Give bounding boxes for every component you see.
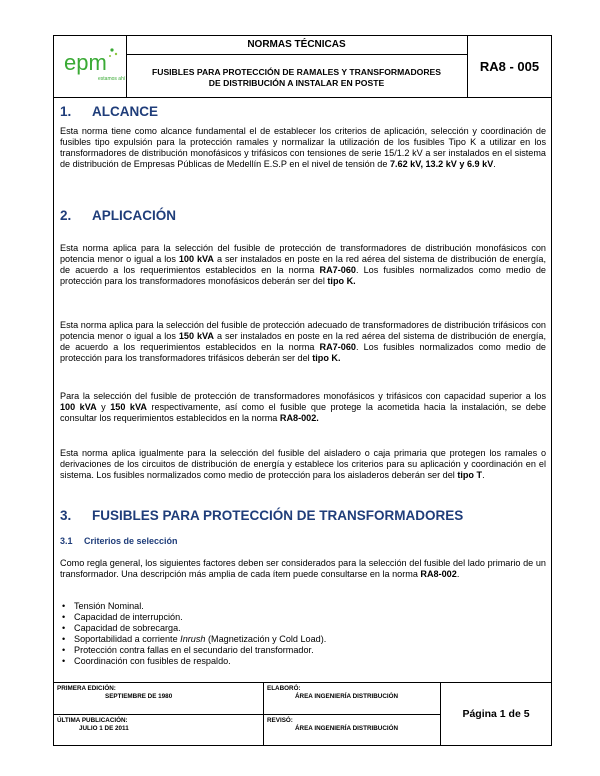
logo-text: epm xyxy=(64,50,107,75)
list-item: • Capacidad de sobrecarga. xyxy=(60,623,326,634)
list-item: • Coordinación con fusibles de respaldo. xyxy=(60,656,326,667)
made-by-value: ÁREA INGENIERÍA DISTRIBUCIÓN xyxy=(295,693,399,700)
section-number: 1. xyxy=(60,104,72,119)
subsection-criterios-heading xyxy=(60,536,178,546)
paragraph-aplicacion-4: Esta norma aplica igualmente para la selección del fusible del aisladero o caja primaria que protegen los ramales o derivaciones de los circuitos de distribución de energía y establece los criterios para su aplicación y coordinación en el sistema. Los fusibles normalizados como medio de protección para los aisladeros deberán ser del tipo T. xyxy=(60,448,546,480)
section-title: FUSIBLES PARA PROTECCIÓN DE TRANSFORMADORES xyxy=(92,508,464,523)
list-item: • Tensión Nominal. xyxy=(60,601,326,612)
header-title-block xyxy=(126,36,468,97)
section-number: 3. xyxy=(60,508,72,523)
made-by-cell xyxy=(264,683,441,715)
section-aplicacion-heading xyxy=(60,208,176,223)
last-publication-label: ÚLTIMA PUBLICACIÓN: xyxy=(57,717,128,724)
last-publication-value: JULIO 1 DE 2011 xyxy=(79,725,129,732)
list-item: • Protección contra fallas en el secundario del transformador. xyxy=(60,645,326,656)
document-header xyxy=(54,36,551,98)
document-code: RA8 - 005 xyxy=(479,59,540,74)
logo-tagline: estamos ahí xyxy=(98,76,126,82)
page-number: Página 1 de 5 xyxy=(462,708,530,720)
list-item: • Soportabilidad a corriente Inrush (Magnetización y Cold Load). xyxy=(60,634,326,645)
epm-logo xyxy=(54,36,127,97)
section-number: 2. xyxy=(60,208,72,223)
header-subtitle-line1: FUSIBLES PARA PROTECCIÓN DE RAMALES Y TRANSFORMADORES xyxy=(151,67,442,77)
paragraph-alcance: Esta norma tiene como alcance fundamental el de establecer los criterios de aplicación, selección y coordinación de fusibles tipo expulsión para la protección ramales y normalizar la utilización de los fusibles Tipo K a utilizar en los transformadores de distribución monofásicos y trifásicos con tensiones de serie 15/1.2 kV a ser instalados en el sistema de distribución de Empresas Públicas de Medellín E.S.P en el nivel de tensión de 7.62 kV, 13.2 kV y 6.9 kV. xyxy=(60,126,546,169)
paragraph-aplicacion-3: Para la selección del fusible de protección de transformadores monofásicos y trifásicos con capacidad superior a los 100 kVA y 150 kVA respectivamente, así como el fusible que protege la acometida hacia la instalación, se debe consultar los requerimientos establecidos en la norma RA8-002. xyxy=(60,391,546,423)
reviewed-label: REVISÓ: xyxy=(267,717,293,724)
last-publication-cell xyxy=(54,715,264,746)
epm-logo-graphic xyxy=(54,36,126,97)
section-fusibles-heading xyxy=(60,508,463,523)
subsection-number: 3.1 xyxy=(60,536,73,546)
list-item: • Capacidad de interrupción. xyxy=(60,612,326,623)
paragraph-aplicacion-2: Esta norma aplica para la selección del fusible de protección adecuado de transformadores de distribución trifásicos con potencia menor o igual a los 150 kVA a ser instalados en poste en la red aérea del sistema de distribución de energía, de acuerdo a los requerimientos establecidos en la norma RA7-060. Los fusibles normalizados como medio de protección para los transformadores trifásicos deberán ser del tipo K. xyxy=(60,320,546,363)
reviewed-value: ÁREA INGENIERÍA DISTRIBUCIÓN xyxy=(295,725,399,732)
section-title: ALCANCE xyxy=(92,104,158,119)
document-footer xyxy=(54,682,551,746)
criteria-list xyxy=(60,601,326,667)
first-edition-cell xyxy=(54,683,264,715)
header-subtitle xyxy=(126,55,467,97)
paragraph-criterios: Como regla general, los siguientes factores deben ser considerados para la selección del fusible del lado primario de un transformador. Una descripción más amplia de cada ítem puede consultarse en la norma RA8-002. xyxy=(60,558,546,579)
first-edition-value: SEPTIEMBRE DE 1980 xyxy=(105,693,173,700)
reviewed-cell xyxy=(264,715,441,746)
section-title: APLICACIÓN xyxy=(92,208,176,223)
first-edition-label: PRIMERA EDICIÓN: xyxy=(57,685,116,692)
made-by-label: ELABORÓ: xyxy=(267,685,301,692)
header-title: NORMAS TÉCNICAS xyxy=(126,36,467,55)
paragraph-aplicacion-1: Esta norma aplica para la selección del fusible de protección de transformadores de distribución monofásicos con potencia menor o igual a los 100 kVA a ser instalados en poste en la red aérea del sistema de distribución de energía, de acuerdo a los requerimientos establecidos en la norma RA7-060. Los fusibles normalizados como medio de protección para los transformadores monofásicos deberán ser del tipo K. xyxy=(60,243,546,286)
header-subtitle-line2: DE DISTRIBUCIÓN A INSTALAR EN POSTE xyxy=(208,78,385,88)
section-alcance-heading xyxy=(60,104,158,119)
subsection-title: Criterios de selección xyxy=(84,536,178,546)
document-frame xyxy=(53,35,552,746)
